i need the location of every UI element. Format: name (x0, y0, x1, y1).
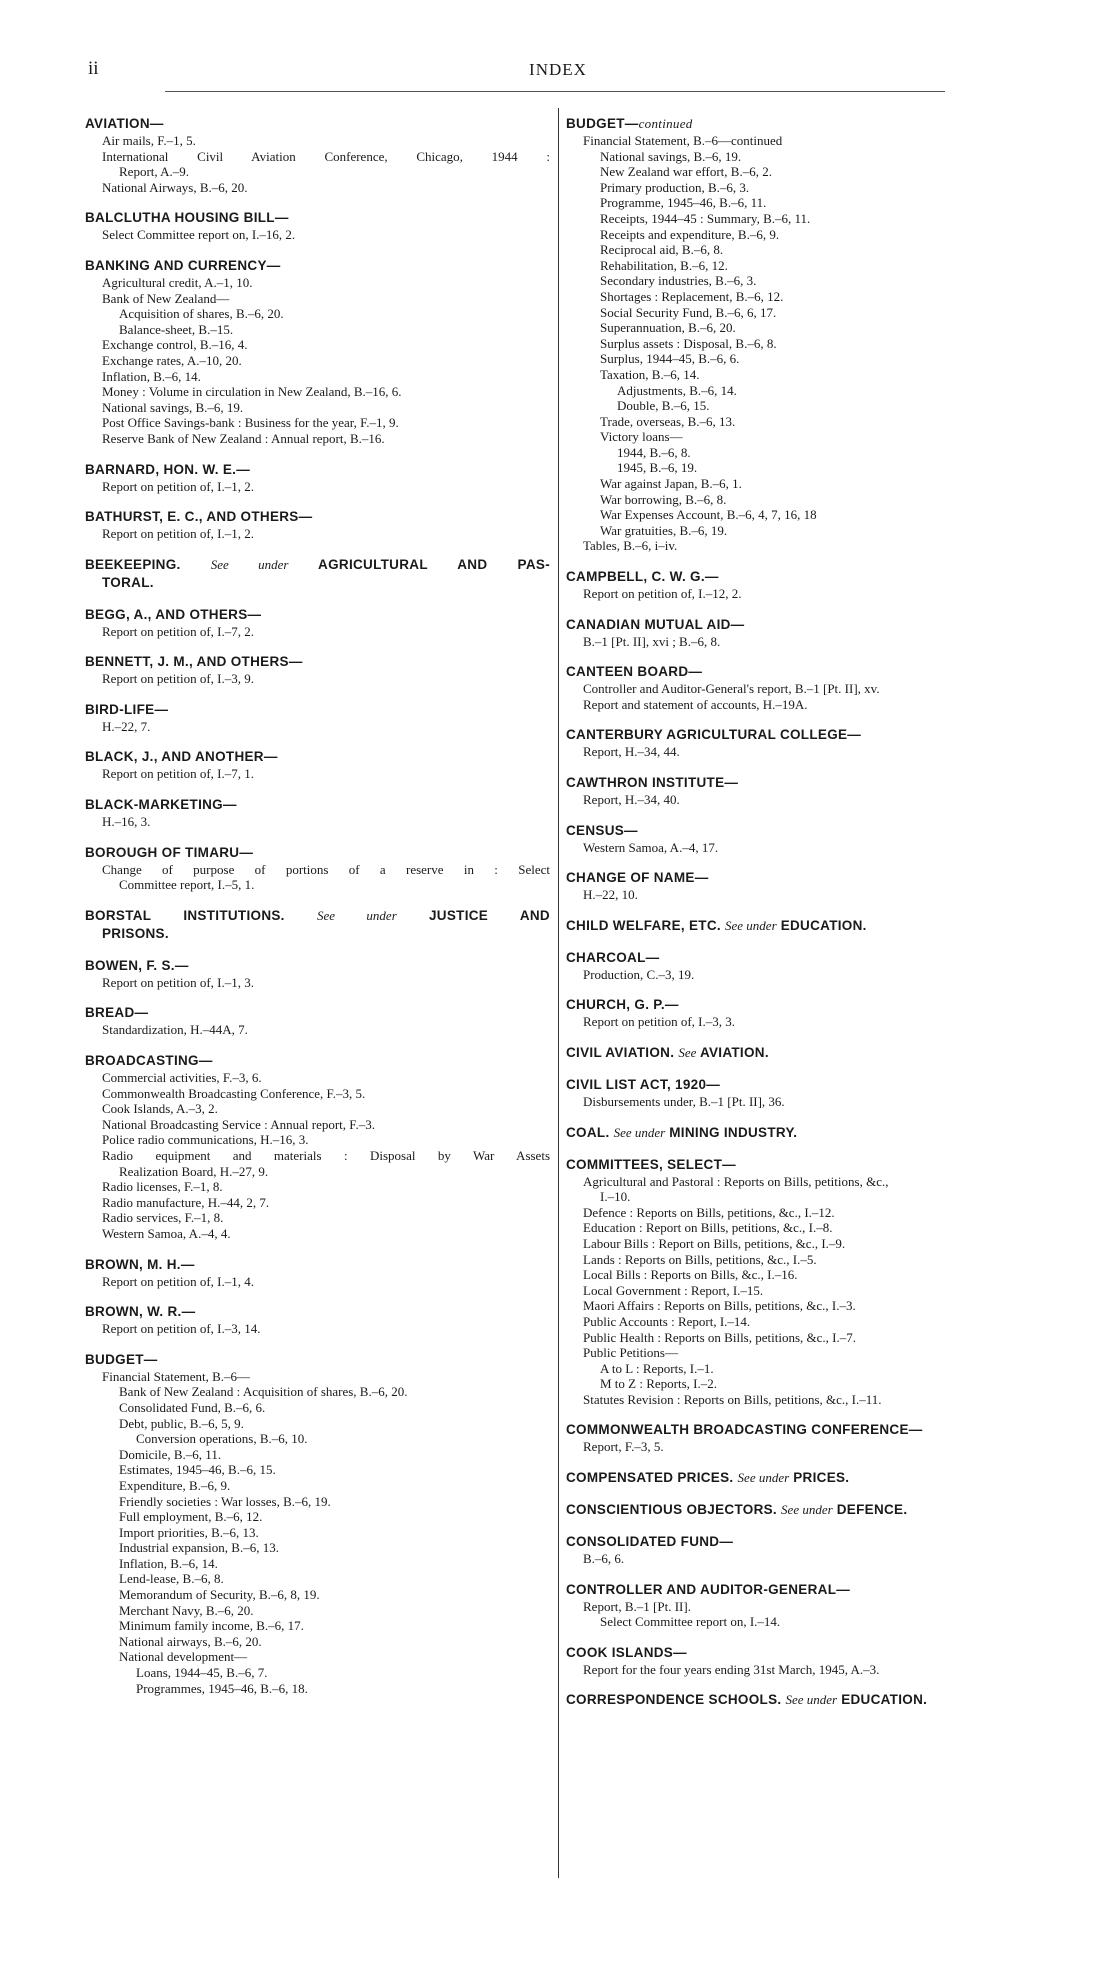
entry-heading (85, 606, 550, 624)
sub-entry: Double, B.–6, 15. (617, 398, 710, 414)
heading-text: CANTERBURY AGRICULTURAL COLLEGE— (566, 727, 862, 743)
index-entry (566, 1124, 1036, 1142)
index-entry (566, 1581, 1036, 1630)
heading-continuation: PRISONS. (102, 925, 169, 941)
sub-entry: Agricultural and Pastoral : Reports on Bills, petitions, &c., (583, 1173, 889, 1189)
sub-entry: Memorandum of Security, B.–6, 8, 19. (119, 1587, 320, 1603)
sub-entry: National development— (119, 1649, 248, 1665)
sub-entry: National Airways, B.–6, 20. (102, 179, 248, 195)
sub-entry: Western Samoa, A.–4, 17. (583, 839, 719, 855)
entry-heading (85, 461, 550, 479)
index-entry (85, 1052, 550, 1242)
heading-text: CORRESPONDENCE SCHOOLS. (566, 1692, 782, 1708)
index-entry (566, 1533, 1036, 1567)
sub-entry: Standardization, H.–44A, 7. (102, 1022, 248, 1038)
sub-entry: Reciprocal aid, B.–6, 8. (600, 242, 724, 258)
sub-entry: I.–10. (600, 1189, 631, 1205)
entry-heading (566, 869, 1036, 887)
index-entry (85, 701, 550, 735)
sub-entry: Cook Islands, A.–3, 2. (102, 1101, 218, 1117)
sub-entry: Maori Affairs : Reports on Bills, petitions, &c., I.–3. (583, 1298, 856, 1314)
sub-entry: Controller and Auditor-General's report, B.–1 [Pt. II], xv. (583, 681, 880, 697)
sub-entry: Friendly societies : War losses, B.–6, 19. (119, 1493, 331, 1509)
sub-entry: National airways, B.–6, 20. (119, 1633, 262, 1649)
entry-heading (85, 1256, 550, 1274)
page-header (88, 58, 1028, 82)
sub-entry: Report and statement of accounts, H.–19A. (583, 696, 808, 712)
sub-entry: Commercial activities, F.–3, 6. (102, 1070, 262, 1086)
sub-entry: New Zealand war effort, B.–6, 2. (600, 164, 772, 180)
heading-text: BEEKEEPING. (85, 556, 181, 572)
sub-entry: Public Petitions— (583, 1345, 678, 1361)
sub-entry: 1944, B.–6, 8. (617, 444, 691, 460)
sub-entry: Report on petition of, I.–1, 4. (102, 1273, 255, 1289)
entry-heading (85, 508, 550, 526)
sub-entry: Report, B.–1 [Pt. II]. (583, 1598, 691, 1614)
see-reference-label: See under (210, 556, 289, 572)
index-entry (85, 209, 550, 243)
heading-text: BOROUGH OF TIMARU— (85, 844, 254, 860)
index-entry (566, 917, 1036, 935)
sub-entry: Report, F.–3, 5. (583, 1439, 664, 1455)
entry-heading (85, 115, 550, 133)
sub-entry: Receipts, 1944–45 : Summary, B.–6, 11. (600, 210, 811, 226)
sub-entry: Trade, overseas, B.–6, 13. (600, 413, 736, 429)
heading-text: CHURCH, G. P.— (566, 997, 679, 1013)
index-entry (566, 726, 1036, 760)
index-entry (85, 653, 550, 687)
entry-heading (566, 996, 1036, 1014)
index-entry (566, 115, 1036, 554)
heading-text: BREAD— (85, 1005, 149, 1021)
heading-text: BIRD-LIFE— (85, 701, 169, 717)
sub-entry: Commonwealth Broadcasting Conference, F.–3, 5. (102, 1085, 366, 1101)
sub-entry: Report on petition of, I.–12, 2. (583, 586, 742, 602)
index-entry (85, 257, 550, 447)
heading-text: BROADCASTING— (85, 1053, 213, 1069)
sub-entry: Radio manufacture, H.–44, 2, 7. (102, 1194, 270, 1210)
index-entry (85, 748, 550, 782)
sub-entry: B.–1 [Pt. II], xvi ; B.–6, 8. (583, 633, 721, 649)
sub-entry: H.–22, 10. (583, 887, 638, 903)
see-reference-label: See under (737, 1470, 790, 1486)
index-entry (85, 1303, 550, 1337)
heading-text: COAL. (566, 1124, 610, 1140)
cross-reference-target: AVIATION. (699, 1044, 769, 1060)
index-entry (566, 1644, 1036, 1678)
sub-entry: Bank of New Zealand— (102, 290, 230, 306)
sub-entry: Radio services, F.–1, 8. (102, 1210, 224, 1226)
page-title: INDEX (529, 60, 587, 79)
sub-entry: Conversion operations, B.–6, 10. (136, 1431, 308, 1447)
heading-text: COMMITTEES, SELECT— (566, 1156, 736, 1172)
heading-text: BOWEN, F. S.— (85, 957, 189, 973)
sub-entry: Acquisition of shares, B.–6, 20. (119, 306, 284, 322)
sub-entry: Balance-sheet, B.–15. (119, 321, 234, 337)
heading-text: BATHURST, E. C., AND OTHERS— (85, 509, 313, 525)
heading-text: COOK ISLANDS— (566, 1644, 687, 1660)
sub-entry: M to Z : Reports, I.–2. (600, 1376, 717, 1392)
sub-entry: Programmes, 1945–46, B.–6, 18. (136, 1680, 308, 1696)
sub-entry: Lend-lease, B.–6, 8. (119, 1571, 224, 1587)
heading-text: CHARCOAL— (566, 949, 660, 965)
heading-text: CANTEEN BOARD— (566, 664, 703, 680)
sub-entry: Agricultural credit, A.–1, 10. (102, 274, 253, 290)
index-entry (566, 1691, 1036, 1709)
heading-text: BORSTAL INSTITUTIONS. (85, 907, 285, 923)
page-number: ii (88, 58, 99, 79)
entry-heading (566, 917, 1036, 935)
heading-text: BROWN, W. R.— (85, 1304, 196, 1320)
sub-entry: Consolidated Fund, B.–6, 6. (119, 1399, 266, 1415)
heading-text: BUDGET— (566, 116, 639, 131)
index-entry (566, 568, 1036, 602)
sub-entry: Full employment, B.–6, 12. (119, 1509, 263, 1525)
entry-heading (85, 701, 550, 719)
index-entry (85, 796, 550, 830)
entry-heading (566, 1124, 1036, 1142)
entry-heading (566, 1076, 1036, 1094)
index-entry (85, 844, 550, 893)
sub-entry: War against Japan, B.–6, 1. (600, 476, 742, 492)
sub-entry: National savings, B.–6, 19. (600, 148, 742, 164)
heading-text: BARNARD, HON. W. E.— (85, 461, 251, 477)
sub-entry: Reserve Bank of New Zealand : Annual report, B.–16. (102, 430, 385, 446)
see-reference-label: See under (316, 907, 397, 923)
sub-entry: Debt, public, B.–6, 5, 9. (119, 1415, 244, 1431)
cross-reference-target: EDUCATION. (841, 1692, 928, 1708)
header-rule (165, 91, 945, 92)
sub-entry: Adjustments, B.–6, 14. (617, 382, 737, 398)
sub-entry: H.–16, 3. (102, 814, 151, 830)
sub-entry: Taxation, B.–6, 14. (600, 366, 700, 382)
entry-heading (566, 1581, 1036, 1599)
entry-heading (566, 1533, 1036, 1551)
sub-entry: Defence : Reports on Bills, petitions, &c., I.–12. (583, 1204, 835, 1220)
sub-entry: Change of purpose of portions of a reserve in : Select (102, 861, 550, 877)
sub-entry: Shortages : Replacement, B.–6, 12. (600, 288, 784, 304)
entry-heading (566, 568, 1036, 586)
entry-heading (85, 1052, 550, 1070)
see-reference-label: See under (781, 1502, 833, 1518)
sub-entry: Select Committee report on, I.–16, 2. (102, 227, 296, 243)
heading-text: CONSOLIDATED FUND— (566, 1534, 734, 1550)
entry-heading (566, 1421, 1036, 1439)
sub-entry: Report on petition of, I.–7, 2. (102, 623, 255, 639)
sub-entry: Public Health : Reports on Bills, petitions, &c., I.–7. (583, 1329, 856, 1345)
sub-entry: Lands : Reports on Bills, petitions, &c., I.–5. (583, 1251, 817, 1267)
heading-text: BENNETT, J. M., AND OTHERS— (85, 654, 303, 670)
sub-entry: Radio licenses, F.–1, 8. (102, 1179, 223, 1195)
index-entry (566, 663, 1036, 712)
cross-reference-target: JUSTICE AND (429, 907, 550, 923)
heading-text: CHILD WELFARE, ETC. (566, 917, 721, 933)
heading-text: CONSCIENTIOUS OBJECTORS. (566, 1502, 777, 1518)
entry-heading (566, 1469, 1036, 1487)
entry-heading (566, 726, 1036, 744)
entry-heading (566, 1691, 1036, 1709)
heading-text: AVIATION— (85, 116, 164, 131)
heading-text: CONTROLLER AND AUDITOR-GENERAL— (566, 1581, 851, 1597)
sub-entry: Report, H.–34, 44. (583, 744, 680, 760)
sub-entry: Post Office Savings-bank : Business for the year, F.–1, 9. (102, 415, 399, 431)
entry-heading (85, 796, 550, 814)
entry-heading (566, 822, 1036, 840)
sub-entry: Minimum family income, B.–6, 17. (119, 1618, 304, 1634)
column-divider (558, 108, 559, 1878)
sub-entry: Education : Report on Bills, petitions, &c., I.–8. (583, 1220, 833, 1236)
sub-entry: War Expenses Account, B.–6, 4, 7, 16, 18 (600, 507, 817, 523)
sub-entry: Report on petition of, I.–7, 1. (102, 766, 255, 782)
heading-continuation: TORAL. (102, 574, 154, 590)
sub-entry: Financial Statement, B.–6—continued (583, 133, 783, 148)
entry-heading (85, 1351, 550, 1369)
sub-entry: Import priorities, B.–6, 13. (119, 1524, 259, 1540)
sub-entry: Merchant Navy, B.–6, 20. (119, 1602, 254, 1618)
sub-entry: Social Security Fund, B.–6, 6, 17. (600, 304, 777, 320)
heading-text: CAWTHRON INSTITUTE— (566, 775, 739, 790)
cross-reference-target: DEFENCE. (836, 1502, 908, 1518)
sub-entry: Report on petition of, I.–1, 2. (102, 526, 255, 542)
sub-entry: Report on petition of, I.–3, 9. (102, 671, 255, 687)
index-entry (85, 1351, 550, 1696)
sub-entry: Domicile, B.–6, 11. (119, 1446, 222, 1462)
sub-entry: Surplus, 1944–45, B.–6, 6. (600, 351, 740, 367)
entry-heading (85, 844, 550, 862)
sub-entry: Public Accounts : Report, I.–14. (583, 1313, 751, 1329)
sub-entry: Report for the four years ending 31st March, 1945, A.–3. (583, 1661, 880, 1677)
sub-entry: War gratuities, B.–6, 19. (600, 522, 728, 538)
heading-text: BEGG, A., AND OTHERS— (85, 606, 262, 622)
index-entry (566, 1076, 1036, 1110)
index-entry (85, 508, 550, 542)
index-entry (566, 616, 1036, 650)
sub-entry: Superannuation, B.–6, 20. (600, 320, 736, 336)
entry-heading (566, 663, 1036, 681)
index-entry (85, 556, 550, 592)
entry-heading (566, 1156, 1036, 1174)
index-entry (566, 1156, 1036, 1408)
cross-reference-target: MINING INDUSTRY. (669, 1124, 798, 1140)
sub-entry: Exchange control, B.–16, 4. (102, 337, 248, 353)
heading-text: CIVIL LIST ACT, 1920— (566, 1076, 721, 1092)
index-entry (566, 1421, 1036, 1455)
sub-entry: Report on petition of, I.–1, 2. (102, 478, 255, 494)
entry-heading (85, 748, 550, 766)
sub-entry: Rehabilitation, B.–6, 12. (600, 257, 728, 273)
sub-entry: Production, C.–3, 19. (583, 966, 695, 982)
sub-entry: Financial Statement, B.–6— (102, 1368, 251, 1384)
entry-heading (566, 1644, 1036, 1662)
sub-entry: Money : Volume in circulation in New Zealand, B.–16, 6. (102, 384, 402, 400)
sub-entry: Report on petition of, I.–1, 3. (102, 974, 255, 990)
heading-text: CAMPBELL, C. W. G.— (566, 569, 719, 585)
index-entry (85, 957, 550, 991)
entry-heading (566, 1501, 1036, 1519)
entry-heading (85, 1303, 550, 1321)
sub-entry: Realization Board, H.–27, 9. (119, 1163, 269, 1179)
entry-heading (85, 1004, 550, 1022)
sub-entry: H.–22, 7. (102, 718, 151, 734)
heading-text: CHANGE OF NAME— (566, 870, 709, 886)
index-column-right (566, 115, 1036, 1723)
sub-entry: International Civil Aviation Conference, Chicago, 1944 : (102, 148, 550, 164)
sub-entry: Labour Bills : Report on Bills, petitions, &c., I.–9. (583, 1235, 846, 1251)
index-entry (85, 1004, 550, 1038)
sub-entry: Select Committee report on, I.–14. (600, 1614, 781, 1630)
heading-text: BLACK, J., AND ANOTHER— (85, 749, 278, 765)
entry-heading (85, 957, 550, 975)
sub-entry: Committee report, I.–5, 1. (119, 877, 255, 893)
sub-entry: Secondary industries, B.–6, 3. (600, 273, 757, 289)
see-reference-label: See under (613, 1124, 666, 1140)
entry-heading (85, 653, 550, 671)
sub-entry: Exchange rates, A.–10, 20. (102, 352, 242, 368)
index-entry (566, 774, 1036, 808)
index-entry (566, 1501, 1036, 1519)
index-entry (85, 1256, 550, 1290)
entry-heading (566, 949, 1036, 967)
sub-entry: 1945, B.–6, 19. (617, 460, 698, 476)
heading-text: BLACK-MARKETING— (85, 797, 237, 813)
sub-entry: Loans, 1944–45, B.–6, 7. (136, 1665, 268, 1681)
entry-heading (566, 1044, 1036, 1062)
sub-entry: Report on petition of, I.–3, 3. (583, 1014, 736, 1030)
entry-heading (566, 115, 1036, 133)
index-entry (85, 907, 550, 943)
index-entry (566, 869, 1036, 903)
sub-entry: Inflation, B.–6, 14. (119, 1555, 218, 1571)
sub-entry: Surplus assets : Disposal, B.–6, 8. (600, 335, 777, 351)
index-entry (85, 461, 550, 495)
see-reference-label: See under (785, 1692, 838, 1708)
sub-entry: Police radio communications, H.–16, 3. (102, 1132, 309, 1148)
index-entry (566, 822, 1036, 856)
sub-entry: Bank of New Zealand : Acquisition of shares, B.–6, 20. (119, 1384, 408, 1400)
entry-heading (85, 907, 550, 925)
sub-entry: A to L : Reports, I.–1. (600, 1360, 714, 1376)
cross-reference-target: EDUCATION. (780, 917, 867, 933)
heading-text: BALCLUTHA HOUSING BILL— (85, 210, 289, 226)
entry-heading (85, 257, 550, 275)
sub-entry: Report, A.–9. (119, 164, 190, 180)
see-reference-label: See (678, 1044, 697, 1060)
sub-entry: National savings, B.–6, 19. (102, 399, 244, 415)
sub-entry: National Broadcasting Service : Annual report, F.–3. (102, 1116, 375, 1132)
sub-entry: Estimates, 1945–46, B.–6, 15. (119, 1462, 276, 1478)
heading-text: CIVIL AVIATION. (566, 1044, 675, 1060)
heading-text: BANKING AND CURRENCY— (85, 257, 281, 273)
sub-entry: Tables, B.–6, i–iv. (583, 538, 678, 554)
sub-entry: Air mails, F.–1, 5. (102, 133, 196, 148)
entry-heading (566, 774, 1036, 792)
sub-entry: Disbursements under, B.–1 [Pt. II], 36. (583, 1093, 785, 1109)
entry-heading (85, 556, 550, 574)
heading-text: COMMONWEALTH BROADCASTING CONFERENCE— (566, 1422, 923, 1438)
sub-entry: Report, H.–34, 40. (583, 792, 680, 807)
entry-heading (566, 616, 1036, 634)
heading-text: BUDGET— (85, 1351, 158, 1367)
sub-entry: Statutes Revision : Reports on Bills, petitions, &c., I.–11. (583, 1391, 882, 1407)
sub-entry: Primary production, B.–6, 3. (600, 179, 750, 195)
index-entry (85, 606, 550, 640)
sub-entry: Industrial expansion, B.–6, 13. (119, 1540, 279, 1556)
index-column-left (85, 115, 550, 1710)
heading-text: CENSUS— (566, 822, 638, 838)
index-entry (566, 1469, 1036, 1487)
sub-entry: Report on petition of, I.–3, 14. (102, 1321, 261, 1337)
sub-entry: Receipts and expenditure, B.–6, 9. (600, 226, 780, 242)
cross-reference-target: PRICES. (793, 1470, 850, 1486)
sub-entry: Radio equipment and materials : Disposal by War Assets (102, 1148, 550, 1163)
sub-entry: Expenditure, B.–6, 9. (119, 1477, 231, 1493)
sub-entry: War borrowing, B.–6, 8. (600, 491, 727, 507)
cross-reference-target: AGRICULTURAL AND PAS- (318, 556, 550, 572)
index-entry (566, 949, 1036, 983)
sub-entry: Victory loans— (600, 429, 683, 445)
entry-heading (85, 209, 550, 227)
index-entry (566, 1044, 1036, 1062)
sub-entry: Local Bills : Reports on Bills, &c., I.–16. (583, 1267, 798, 1283)
index-entry (85, 115, 550, 195)
sub-entry: Local Government : Report, I.–15. (583, 1282, 764, 1298)
heading-text: BROWN, M. H.— (85, 1256, 195, 1272)
heading-text: CANADIAN MUTUAL AID— (566, 616, 745, 632)
see-reference-label: See under (725, 917, 777, 933)
heading-text: COMPENSATED PRICES. (566, 1470, 734, 1486)
sub-entry: B.–6, 6. (583, 1551, 625, 1567)
sub-entry: Inflation, B.–6, 14. (102, 368, 201, 384)
sub-entry: Programme, 1945–46, B.–6, 11. (600, 195, 767, 211)
continued-label: continued (638, 116, 693, 131)
index-entry (566, 996, 1036, 1030)
sub-entry: Western Samoa, A.–4, 4. (102, 1225, 231, 1241)
